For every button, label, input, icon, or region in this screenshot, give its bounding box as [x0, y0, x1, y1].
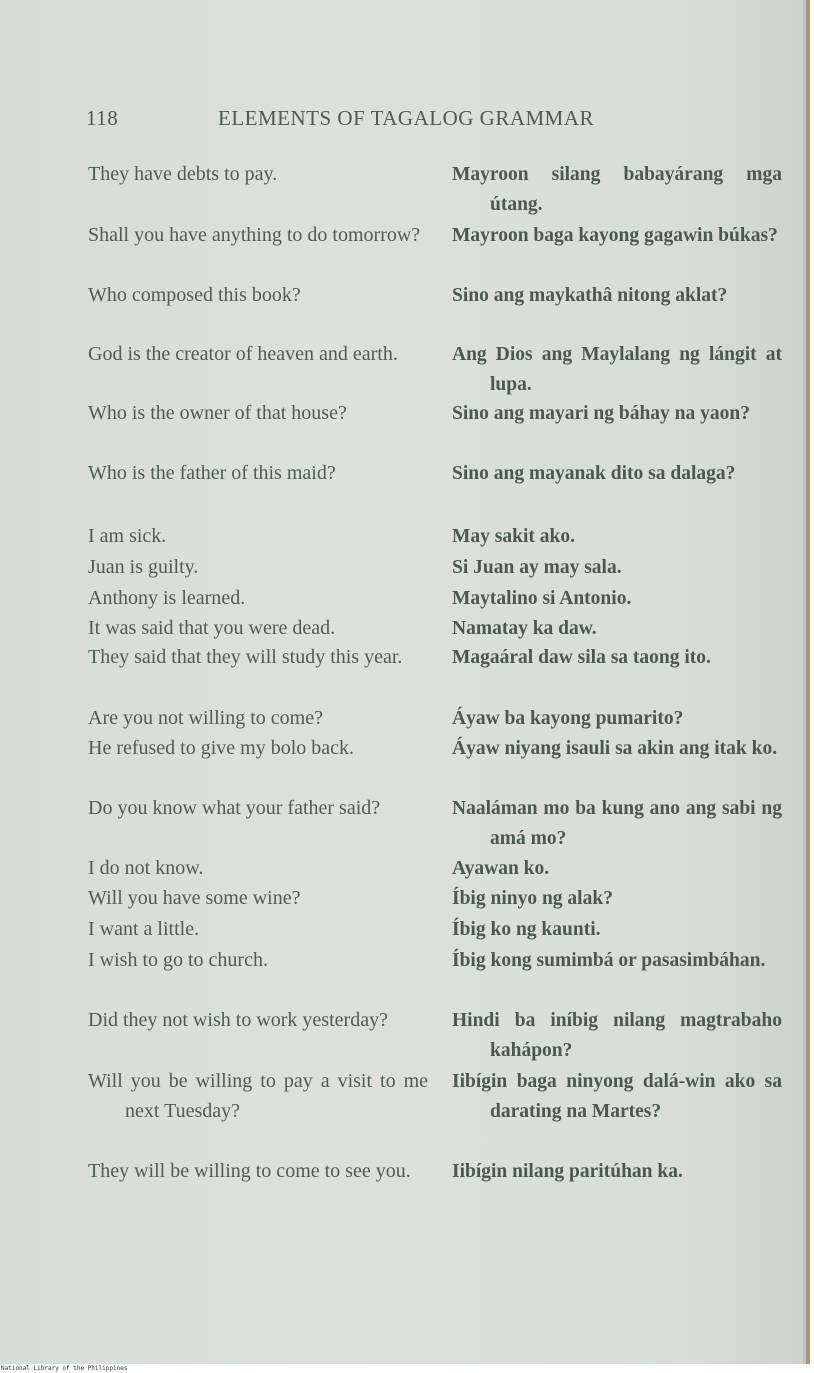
tagalog-sentence: Maytalino si Antonio.: [452, 588, 632, 609]
tagalog-sentence: Magaáral daw sila sa taong ito.: [452, 647, 711, 668]
page-spine-edge: [806, 0, 810, 1364]
english-sentence: Will you be willing to pay a visit to me next Tuesday?: [88, 1070, 428, 1122]
tagalog-sentence: Iibígin nilang paritúhan ka.: [452, 1161, 683, 1182]
tagalog-sentence: Namatay ka daw.: [452, 618, 597, 639]
running-title: ELEMENTS OF TAGALOG GRAMMAR: [218, 106, 595, 130]
english-sentence: Did they not wish to work yesterday?: [88, 1009, 388, 1031]
english-sentence: Shall you have anything to do tomorrow?: [88, 224, 421, 246]
page-number: 118: [86, 106, 119, 130]
english-sentence: He refused to give my bolo back.: [88, 737, 355, 759]
english-sentence: God is the creator of heaven and earth.: [88, 343, 398, 365]
english-sentence: Who is the owner of that house?: [88, 402, 347, 424]
english-sentence: Who composed this book?: [88, 284, 301, 306]
tagalog-sentence: Mayroon silang babayárang mga útang.: [452, 164, 782, 215]
english-sentence: I want a little.: [88, 918, 200, 940]
english-sentence: They have debts to pay.: [88, 163, 278, 185]
english-sentence: I do not know.: [88, 857, 204, 879]
tagalog-sentence: Hindi ba iníbig nilang magtrabaho kahápon?: [452, 1010, 782, 1061]
english-sentence: Who is the father of this maid?: [88, 462, 336, 484]
tagalog-sentence: May sakit ako.: [452, 526, 575, 547]
tagalog-sentence: Naaláman mo ba kung ano ang sabi ng amá mo?: [452, 798, 782, 849]
english-sentence: I wish to go to church.: [88, 949, 268, 971]
english-sentence: Anthony is learned.: [88, 587, 246, 609]
tagalog-sentence: Iibígin baga ninyong dalá-win ako sa darating na Martes?: [452, 1071, 782, 1122]
scan-footer: [0, 1364, 814, 1373]
english-sentence: Are you not willing to come?: [88, 707, 323, 729]
tagalog-sentence: Si Juan ay may sala.: [452, 557, 622, 578]
tagalog-sentence: Ayawan ko.: [452, 858, 550, 879]
english-sentence: Juan is guilty.: [88, 556, 199, 578]
tagalog-sentence: Ang Dios ang Maylalang ng lángit at lupa.: [452, 344, 782, 395]
tagalog-sentence: Áyaw ba kayong pumarito?: [452, 708, 684, 729]
english-sentence: It was said that you were dead.: [88, 617, 336, 639]
tagalog-sentence: Íbig ko ng kaunti.: [452, 919, 601, 940]
english-sentence: I am sick.: [88, 525, 167, 547]
tagalog-sentence: Mayroon baga kayong gagawin búkas?: [452, 225, 778, 246]
tagalog-sentence: Íbig kong sumimbá or pasasimbáhan.: [452, 950, 766, 971]
tagalog-sentence: Áyaw niyang isauli sa akin ang itak ko.: [452, 738, 778, 759]
tagalog-sentence: Sino ang maykathâ nitong aklat?: [452, 285, 728, 306]
english-sentence: They said that they will study this year.: [88, 646, 403, 668]
page-header: [86, 106, 686, 136]
tagalog-sentence: Sino ang mayari ng báhay na yaon?: [452, 403, 750, 424]
tagalog-sentence: Sino ang mayanak dito sa dalaga?: [452, 463, 736, 484]
library-credit: National Library of the Philippines: [1, 1365, 128, 1372]
english-sentence: They will be willing to come to see you.: [88, 1160, 411, 1182]
tagalog-sentence: Íbig ninyo ng alak?: [452, 888, 613, 909]
english-sentence: Do you know what your father said?: [88, 797, 381, 819]
english-sentence: Will you have some wine?: [88, 887, 301, 909]
